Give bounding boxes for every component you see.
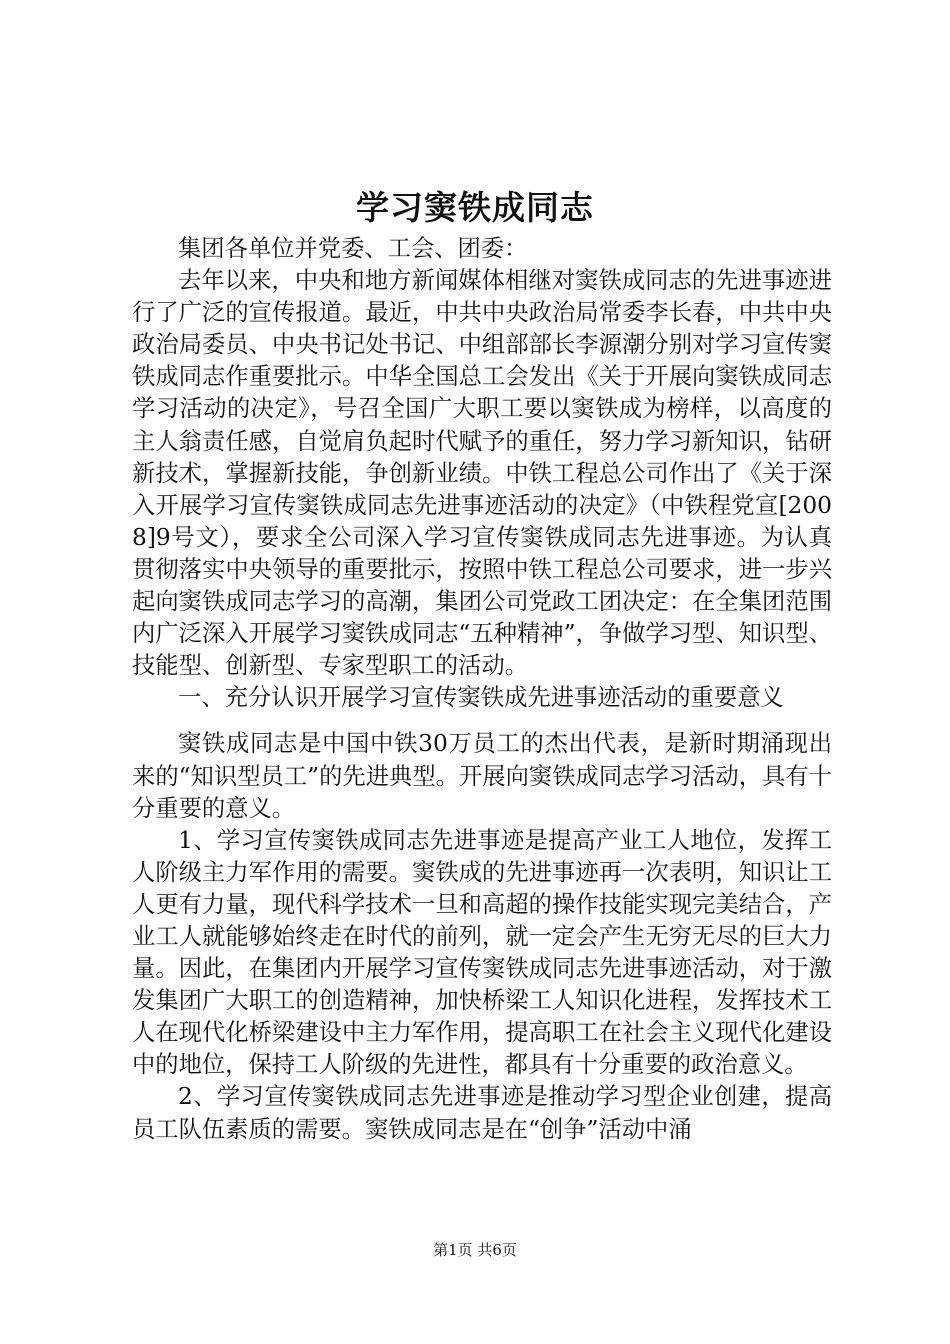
intro-paragraph: 去年以来，中央和地方新闻媒体相继对窦铁成同志的先进事迹进行了广泛的宣传报道。最近，中共中央政治局常委李长春，中共中央政治局委员、中央书记处书记、中组部部长李源潮分别对学习宣传窦铁成同志作重要批示。中华全国总工会发出《关于开展向窦铁成同志学习活动的决定》，号召全国广大职工要以窦铁成为榜样，以高度的主人翁责任感，自觉肩负起时代赋予的重任，努力学习新知识，钻研新技术，掌握新技能，争创新业绩。中铁工程总公司作出了《关于深入开展学习宣传窦铁成同志先进事迹活动的决定》（中铁程党宣[2008]9号文），要求全公司深入学习宣传窦铁成同志先进事迹。为认真贯彻落实中央领导的重要批示，按照中铁工程总公司要求，进一步兴起向窦铁成同志学习的高潮，集团公司党政工团决定：在全集团范围内广泛深入开展学习窦铁成同志“五种精神”，争做学习型、知识型、技能型、创新型、专家型职工的活动。: [132, 267, 832, 680]
section-heading: 一、充分认识开展学习宣传窦铁成先进事迹活动的重要意义: [178, 684, 784, 712]
salutation: 集团各单位并党委、工会、团委：: [178, 235, 528, 262]
page-number-footer: 第1页 共6页: [433, 1241, 517, 1259]
document-body: [132, 233, 832, 1146]
body-paragraph: 1、学习宣传窦铁成同志先进事迹是提高产业工人地位，发挥工人阶级主力军作用的需要。窦铁成的先进事迹再一次表明，知识让工人更有力量，现代科学技术一旦和高超的操作技能实现完美结合，产业工人就能够始终走在时代的前列，就一定会产生无穷无尽的巨大力量。因此，在集团内开展学习宣传窦铁成同志先进事迹活动，对于激发集团广大职工的创造精神，加快桥梁工人知识化进程，发挥技术工人在现代化桥梁建设中主力军作用，提高职工在社会主义现代化建设中的地位，保持工人阶级的先进性，都具有十分重要的政治意义。: [132, 826, 832, 1079]
body-paragraph: 2、学习宣传窦铁成同志先进事迹是推动学习型企业创建，提高员工队伍素质的需要。窦铁成同志是在“创争”活动中涌: [132, 1083, 832, 1143]
body-paragraph: 窦铁成同志是中国中铁30万员工的杰出代表，是新时期涌现出来的“知识型员工”的先进典型。开展向窦铁成同志学习活动，具有十分重要的意义。: [132, 730, 832, 822]
document-title: 学习窦铁成同志: [356, 188, 594, 227]
